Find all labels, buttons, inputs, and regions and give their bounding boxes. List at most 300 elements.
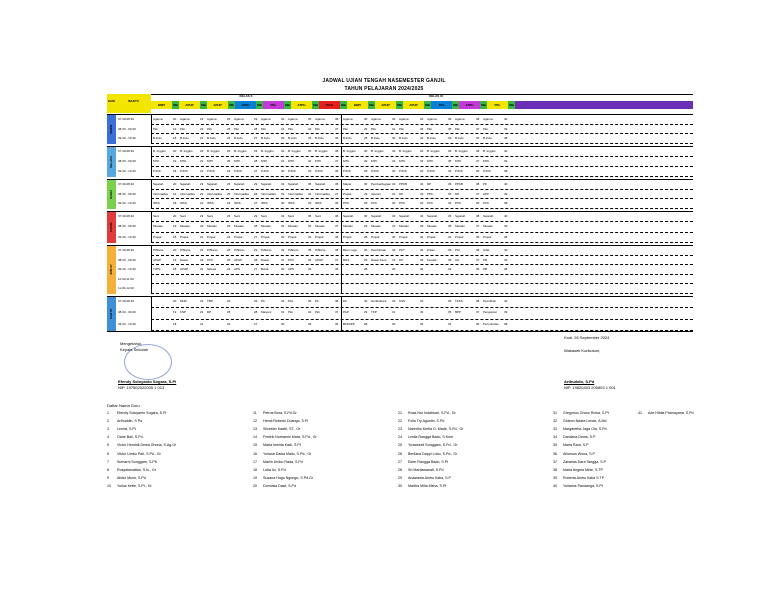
xi-cell-3-0-3: Sejarah <box>427 214 438 218</box>
x-cell-1-0-2: B. Inggris <box>207 149 220 153</box>
x-num-0-0-4: 32 <box>281 117 285 121</box>
x-num-0-1-5: 34 <box>308 126 312 131</box>
x-num-4-1-1: 22 <box>200 257 204 262</box>
xi-num-1-0-1: 32 <box>392 149 396 153</box>
xi-num-2-1-2: 33 <box>420 191 424 196</box>
x-cell-0-1-0: Pkn <box>153 126 159 131</box>
xi-cell-1-1-0: MTK <box>343 159 350 163</box>
xi-cell-2-1-1: Ukuran <box>371 191 381 196</box>
x-cell-2-1-0: Informatika <box>153 191 168 196</box>
teacher-number: 21 <box>398 411 402 415</box>
subject-x-0: BNPI <box>151 101 172 109</box>
x-cell-3-2-4: Projek <box>261 234 270 239</box>
teacher-number: 27 <box>398 459 402 464</box>
x-cell-2-0-5: Sejarah <box>288 182 299 186</box>
x-cell-2-0-1: Sejarah <box>180 182 191 186</box>
xi-num-1-2-4: 36 <box>476 169 480 173</box>
xi-num-4-0-5: 40 <box>504 248 508 252</box>
x-cell-0-0-2: Agama <box>207 117 217 121</box>
time-5-1: 08.30 - 09.30 <box>118 310 136 315</box>
teacher-name: Ade Hildia Pramayana, S.Pd <box>648 411 694 415</box>
teacher-name: Hendi Rebedo Duango, S.Pi <box>263 419 309 424</box>
x-cell-2-0-3: Sejarah <box>234 182 245 186</box>
day-label-1: SELASA <box>109 155 113 169</box>
teacher-number: 8 <box>107 467 109 472</box>
x-cell-0-2-5: B.Indo <box>288 136 297 141</box>
teacher-name: Margaretha Jaga Ola, S.Pd <box>563 427 607 432</box>
x-num-2-2-4: 30 <box>281 201 285 206</box>
xi-num-5-0-5: 40 <box>504 299 508 303</box>
x-num-4-1-2: 25 <box>227 257 231 262</box>
xi-num-4-1-1: 31 <box>392 257 396 262</box>
time-4-3: 10.00-11.00 <box>118 276 134 281</box>
x-num-1-1-6: 37 <box>335 159 339 163</box>
xi-cell-4-1-0: BGS <box>343 257 350 262</box>
x-cell-4-2-2: Seluas <box>207 267 217 272</box>
x-cell-4-2-0: TJPS <box>153 267 161 272</box>
teacher-number: 4 <box>107 435 109 440</box>
xi-num-2-1-4: 37 <box>476 191 480 196</box>
x-cell-1-1-3: MTK <box>234 159 241 163</box>
x-cell-4-0-1: P.Bisnis <box>180 248 191 252</box>
xi-cell-0-1-2: Pkn <box>399 126 405 131</box>
x-num-5-2-5: 33 <box>308 321 312 326</box>
teacher-name: Domosia Dawi, S.Pd <box>263 483 296 488</box>
xi-cell-5-0-1: Hortikultura <box>371 299 387 303</box>
xi-cell-2-2-5: PKK <box>483 201 490 206</box>
x-num-2-1-0: 19 <box>173 191 177 196</box>
xi-cell-0-2-0: B.Indo <box>343 136 352 141</box>
xi-num-1-0-4: 38 <box>476 149 480 153</box>
time-3-0: 07.30-08.30 <box>118 214 135 218</box>
teacher-name: Yuliana Dawa Mallo, S.Pd., Gr <box>263 451 312 456</box>
x-cell-2-2-4: IPAS <box>261 201 268 206</box>
teacher-number: 15 <box>253 443 257 448</box>
day-top-line-5 <box>107 296 693 297</box>
xi-cell-1-2-4: PJOK <box>455 169 463 173</box>
x-num-2-1-3: 28 <box>254 191 258 196</box>
xi-num-5-2-3: 34 <box>448 321 452 326</box>
row-dash-1-2 <box>151 176 693 177</box>
day-label-0: SENIN <box>109 124 113 135</box>
x-cell-0-0-4: Agama <box>261 117 271 121</box>
time-5-0: 07.30-08.30 <box>118 299 135 303</box>
xi-cell-1-1-1: MTK <box>371 159 378 163</box>
teacher-number: 39 <box>553 475 557 480</box>
x-cell-1-0-6: B. Inggris <box>315 149 328 153</box>
x-num-2-1-4: 31 <box>281 191 285 196</box>
waktu-divider-5 <box>151 297 152 331</box>
xi-cell-4-1-2: DP <box>399 257 404 262</box>
subject-x-3: MB <box>201 103 206 107</box>
xi-num-4-2-5: 38 <box>504 267 508 272</box>
xi-num-3-2-3: 34 <box>448 234 452 239</box>
subject-x-1: MB <box>173 103 178 107</box>
subject-xi-4: APHP <box>403 101 424 109</box>
xi-num-1-0-5: 40 <box>504 149 508 153</box>
x-num-0-0-3: 29 <box>254 117 258 121</box>
x-num-0-1-0: 19 <box>173 126 177 131</box>
x-cell-5-1-5: Pkn <box>288 310 294 315</box>
teacher-number: 41 <box>638 411 642 415</box>
x-cell-4-1-0: APHP <box>153 257 162 262</box>
xi-num-3-0-5: 40 <box>504 214 508 218</box>
xi-cell-2-0-5: PK <box>483 182 488 186</box>
x-num-1-1-3: 28 <box>254 159 258 163</box>
xi-num-4-2-2: 32 <box>420 267 424 272</box>
xi-cell-2-1-2: DP <box>399 191 404 196</box>
xi-cell-4-0-5: GAE <box>483 248 490 252</box>
xi-num-3-0-1: 32 <box>392 214 396 218</box>
x-num-0-1-1: 22 <box>200 126 204 131</box>
xi-cell-4-0-0: Bimo ruga <box>343 248 357 252</box>
xi-cell-3-1-5: Muatan <box>483 224 494 229</box>
x-cell-1-2-6: PJOK <box>315 169 323 173</box>
subject-x-7: MB <box>257 103 262 107</box>
x-num-2-2-0: 18 <box>173 201 177 206</box>
row-dash-3-0 <box>151 221 693 222</box>
teacher-name: Maria Rara, S.P <box>563 443 589 448</box>
teacher-number: 7 <box>107 459 109 464</box>
kelas-divider-0 <box>341 115 342 144</box>
xi-cell-5-2-5: Penyuluhan <box>483 321 499 326</box>
x-num-3-1-5: 34 <box>308 224 312 229</box>
x-cell-0-2-4: B.Indo <box>261 136 270 141</box>
xi-cell-1-1-3: MTK <box>427 159 434 163</box>
teacher-number: 36 <box>553 451 557 456</box>
kelas-divider-1 <box>341 147 342 177</box>
x-num-4-2-4: 30 <box>281 267 285 272</box>
purple-extension <box>515 101 693 109</box>
xi-cell-0-1-1: Pkn <box>371 126 377 131</box>
x-cell-3-2-2: Projek <box>207 234 216 239</box>
xi-num-3-2-0: 28 <box>364 234 368 239</box>
xi-num-3-1-1: 31 <box>392 224 396 229</box>
x-cell-0-2-2: B.Indo <box>207 136 216 141</box>
x-num-1-0-5: 35 <box>308 149 312 153</box>
day-top-line-4 <box>107 245 693 246</box>
hari-header: HARI <box>107 94 116 113</box>
teacher-name: Abdul Munir, S.Pd <box>117 475 146 480</box>
xi-num-1-1-5: 39 <box>504 159 508 163</box>
xi-num-2-2-4: 36 <box>476 201 480 206</box>
x-cell-0-1-2: Pkn <box>207 126 213 131</box>
subject-xi-6: TKJ <box>431 101 452 109</box>
x-cell-2-2-1: IPAS <box>180 201 187 206</box>
x-cell-3-2-0: Projek <box>153 234 162 239</box>
xi-cell-5-0-0: PA <box>343 299 347 303</box>
x-cell-2-0-6: Sejarah <box>315 182 326 186</box>
xi-cell-3-1-4: Muatan <box>455 224 466 229</box>
x-cell-4-0-6: P.Bisnis <box>315 248 326 252</box>
school-stamp <box>124 344 172 380</box>
x-num-5-0-2: 26 <box>227 299 231 303</box>
xi-num-1-2-5: 38 <box>504 169 508 173</box>
xi-num-0-1-4: 37 <box>476 126 480 131</box>
xi-cell-0-0-2: Agama <box>399 117 409 121</box>
teacher-name: Maria Angela Mete, S.TP <box>563 467 603 472</box>
x-num-4-1-4: 31 <box>281 257 285 262</box>
x-cell-4-2-1: APHP <box>180 267 189 272</box>
x-num-2-2-5: 33 <box>308 201 312 206</box>
x-num-3-1-6: 37 <box>335 224 339 229</box>
left-sign-role: Kepala Sekolah <box>120 347 149 352</box>
x-cell-4-2-4: Bonik <box>261 267 269 272</box>
x-num-0-2-0: 18 <box>173 136 177 141</box>
xi-cell-2-1-4: DP <box>455 191 460 196</box>
row-dash-4-3 <box>151 283 693 284</box>
x-cell-0-1-1: Pkn <box>180 126 186 131</box>
teacher-number: 11 <box>253 411 257 415</box>
row-dash-5-0 <box>151 307 693 308</box>
xi-num-3-2-2: 32 <box>420 234 424 239</box>
xi-cell-0-1-5: Pkn <box>483 126 489 131</box>
xi-cell-3-1-1: Muatan <box>371 224 382 229</box>
teacher-name: Martha Milla Meha, S.Pt <box>408 483 447 488</box>
xi-num-1-1-2: 33 <box>420 159 424 163</box>
day-top-line-1 <box>107 146 693 147</box>
xi-num-2-2-1: 30 <box>392 201 396 206</box>
xi-cell-1-2-2: PJOK <box>399 169 407 173</box>
x-num-5-2-1: 21 <box>200 321 204 326</box>
xi-num-5-1-5: 39 <box>504 310 508 315</box>
teacher-number: 23 <box>398 427 402 432</box>
time-5-2: 09.30 - 10.30 <box>118 321 136 326</box>
waktu-divider-1 <box>151 147 152 177</box>
x-num-2-1-6: 37 <box>335 191 339 196</box>
x-cell-2-2-6: IPAS <box>315 201 322 206</box>
teacher-name: Berliana Dappi Lobo, S.Pd., Gr <box>408 451 458 456</box>
x-num-5-2-3: 27 <box>254 321 258 326</box>
x-cell-0-1-3: Pkn <box>234 126 240 131</box>
x-num-0-0-0: 20 <box>173 117 177 121</box>
x-cell-3-1-0: Muatan <box>153 224 164 229</box>
xi-num-1-0-2: 34 <box>420 149 424 153</box>
x-cell-5-0-5: PKL <box>288 299 294 303</box>
xi-cell-1-0-3: B. Inggris <box>427 149 440 153</box>
x-num-3-2-4: 30 <box>281 234 285 239</box>
x-cell-4-2-3: APS <box>234 267 241 272</box>
teacher-number: 33 <box>553 427 557 432</box>
x-num-4-1-0: 19 <box>173 257 177 262</box>
xi-cell-5-0-2: KSS <box>399 299 406 303</box>
x-cell-4-0-0: P.Bisnis <box>153 248 164 252</box>
day-top-line-3 <box>107 211 693 212</box>
teacher-number: 18 <box>253 467 257 472</box>
subject-row <box>151 101 693 109</box>
x-num-3-1-0: 19 <box>173 224 177 229</box>
subject-xi-7: MB <box>453 103 458 107</box>
xi-num-2-0-5: 40 <box>504 182 508 186</box>
xi-num-1-2-1: 30 <box>392 169 396 173</box>
xi-num-4-2-3: 34 <box>448 267 452 272</box>
kelas-xi-header: KELAS XI <box>429 94 443 98</box>
x-cell-0-2-3: B.Indo <box>234 136 243 141</box>
teacher-name: Damiana Dewa, S.P <box>563 435 596 440</box>
x-num-3-1-3: 28 <box>254 224 258 229</box>
teacher-number: 22 <box>398 419 402 424</box>
row-dash-1-1 <box>151 166 693 167</box>
day-top-line-2 <box>107 179 693 180</box>
x-cell-4-0-3: P.Bisnis <box>234 248 245 252</box>
x-cell-3-2-5: Projek <box>288 234 297 239</box>
kelas-x-header: KELAS X <box>239 94 253 98</box>
x-num-5-2-4: 30 <box>281 321 285 326</box>
x-num-0-2-4: 30 <box>281 136 285 141</box>
xi-num-3-0-2: 34 <box>420 214 424 218</box>
teacher-number: 29 <box>398 475 402 480</box>
xi-cell-3-0-4: Sejarah <box>455 214 466 218</box>
xi-cell-3-2-4: Projek <box>455 234 464 239</box>
xi-cell-1-1-5: MTK <box>483 159 490 163</box>
doc-subtitle: TAHUN PELAJARAN 2024/2025 <box>344 86 424 92</box>
teacher-name: Rosyalamatlan, S.Is., Gr <box>117 467 156 472</box>
x-num-2-1-1: 22 <box>200 191 204 196</box>
x-num-2-2-2: 24 <box>227 201 231 206</box>
x-cell-3-0-0: Seni <box>153 214 160 218</box>
subject-x-13: MB <box>341 103 346 107</box>
x-num-0-1-6: 37 <box>335 126 339 131</box>
x-cell-0-0-0: Agama <box>153 117 163 121</box>
x-cell-5-0-1: MHP <box>180 299 187 303</box>
x-num-4-0-4: 32 <box>281 248 285 252</box>
x-num-3-2-3: 27 <box>254 234 258 239</box>
x-cell-4-0-4: P.Bisnis <box>261 248 272 252</box>
x-num-1-2-2: 24 <box>227 169 231 173</box>
xi-cell-1-0-2: B. Inggris <box>399 149 412 153</box>
xi-num-1-1-1: 31 <box>392 159 396 163</box>
x-num-3-1-4: 31 <box>281 224 285 229</box>
xi-cell-1-2-1: PJOK <box>371 169 379 173</box>
x-num-1-1-0: 19 <box>173 159 177 163</box>
x-num-0-2-5: 33 <box>308 136 312 141</box>
x-cell-0-0-6: Agama <box>315 117 325 121</box>
xi-num-3-0-4: 38 <box>476 214 480 218</box>
teacher-number: 20 <box>253 483 257 488</box>
xi-num-5-0-3: 36 <box>448 299 452 303</box>
row-dash-2-1 <box>151 198 693 199</box>
x-cell-4-1-5: PKK <box>288 257 295 262</box>
xi-cell-3-0-1: Sejarah <box>371 214 382 218</box>
x-cell-4-1-3: APHP <box>234 257 243 262</box>
x-num-1-0-2: 26 <box>227 149 231 153</box>
teacher-name: Arthuddin, S.Pd <box>117 419 143 424</box>
x-num-4-0-1: 23 <box>200 248 204 252</box>
x-cell-1-1-4: MTK <box>261 159 268 163</box>
x-cell-1-1-2: MTK <box>207 159 214 163</box>
kelas-divider-3 <box>341 212 342 243</box>
xi-cell-3-2-1: Projek <box>371 234 380 239</box>
xi-cell-1-1-4: MTK <box>455 159 462 163</box>
x-num-1-2-0: 18 <box>173 169 177 173</box>
x-cell-5-1-1: KSP <box>180 310 187 315</box>
x-cell-2-1-3: Informatika <box>234 191 249 196</box>
xi-num-0-0-5: 40 <box>504 117 508 121</box>
xi-cell-2-0-4: PPKB <box>455 182 464 186</box>
xi-num-2-0-0: 30 <box>364 182 368 186</box>
xi-cell-2-2-0: PKK <box>343 201 350 206</box>
teacher-name: Rosa Nur Indahsari, S.Pd., Gr <box>408 411 456 415</box>
teacher-number: 26 <box>398 451 402 456</box>
xi-num-1-0-0: 30 <box>364 149 368 153</box>
teacher-number: 37 <box>553 459 557 464</box>
left-sign-title: Mengetahui, <box>120 341 143 346</box>
row-dash-4-4 <box>151 293 693 294</box>
subject-x-5: MB <box>229 103 234 107</box>
xi-num-3-1-3: 35 <box>448 224 452 229</box>
x-cell-1-2-5: PJOK <box>288 169 296 173</box>
x-num-1-0-0: 20 <box>173 149 177 153</box>
xi-cell-5-1-1: TKP <box>371 310 377 315</box>
teacher-name: Sumarni Songgaro, S.PK <box>117 459 158 464</box>
xi-num-2-0-2: 34 <box>420 182 424 186</box>
row-dash-3-1 <box>151 232 693 233</box>
x-num-2-1-5: 34 <box>308 191 312 196</box>
teacher-name: Yulius Kette, S.Pt., Gr <box>117 483 152 488</box>
xi-cell-4-1-3: Kendal <box>427 257 437 262</box>
x-cell-2-1-2: Informatika <box>207 191 222 196</box>
teacher-name: Yuliadus Pandanga, S.Pt <box>563 483 603 488</box>
x-num-3-0-6: 38 <box>335 214 339 218</box>
teacher-number: 38 <box>553 467 557 472</box>
teacher-number: 6 <box>107 451 109 456</box>
teacher-number: 35 <box>553 443 557 448</box>
x-cell-2-2-2: IPAS <box>207 201 214 206</box>
x-cell-3-0-3: Seni <box>234 214 241 218</box>
x-num-1-2-6: 36 <box>335 169 339 173</box>
xi-num-5-0-0: 30 <box>364 299 368 303</box>
right-sign-name: Arthuddin, S.Pd <box>564 379 595 384</box>
xi-num-0-0-4: 38 <box>476 117 480 121</box>
x-num-3-1-2: 25 <box>227 224 231 229</box>
xi-num-5-0-2: 34 <box>420 299 424 303</box>
xi-cell-4-1-1: Dasar Asus <box>371 257 387 262</box>
time-0-2: 09.30 - 10.30 <box>118 136 136 141</box>
x-num-4-2-3: 27 <box>254 267 258 272</box>
x-cell-1-0-5: B. Inggris <box>288 149 301 153</box>
subject-xi-3: MB <box>397 103 402 107</box>
xi-cell-2-1-3: PPK <box>427 191 434 196</box>
subject-x-12: TPHL <box>319 101 340 109</box>
xi-num-5-1-2: 33 <box>420 310 424 315</box>
xi-cell-0-2-1: B.Indo <box>371 136 380 141</box>
xi-num-5-2-2: 32 <box>420 321 424 326</box>
time-2-0: 07.30-08.30 <box>118 182 135 186</box>
row-dash-2-2 <box>151 208 693 209</box>
xi-cell-4-0-4: PKI <box>455 248 460 252</box>
teacher-name: Oane Bali, S.Pd <box>117 435 143 440</box>
xi-cell-0-0-1: Agama <box>371 117 381 121</box>
xi-num-2-2-2: 32 <box>420 201 424 206</box>
x-cell-0-0-5: Agama <box>288 117 298 121</box>
xi-cell-3-2-0: Projek <box>343 234 352 239</box>
subject-x-6: ATPH <box>235 101 256 109</box>
time-1-2: 09.30 - 10.30 <box>118 169 136 173</box>
x-cell-4-0-2: P.Bisnis <box>207 248 218 252</box>
x-num-0-1-4: 31 <box>281 126 285 131</box>
xi-num-5-1-3: 35 <box>448 310 452 315</box>
x-cell-4-1-4: Dasar <box>261 257 270 262</box>
time-2-1: 08.30 - 09.30 <box>118 191 136 196</box>
xi-num-2-1-1: 31 <box>392 191 396 196</box>
x-cell-2-0-2: Sejarah <box>207 182 218 186</box>
x-cell-3-0-1: Seni <box>180 214 187 218</box>
time-0-1: 08.30 - 09.30 <box>118 126 136 131</box>
x-cell-5-1-2: DP <box>207 310 212 315</box>
x-cell-2-2-0: IPAS <box>153 201 160 206</box>
teacher-name: Viktor Umbu Pari, S.Pd., Gr <box>117 451 161 456</box>
xi-num-4-1-4: 37 <box>476 257 480 262</box>
